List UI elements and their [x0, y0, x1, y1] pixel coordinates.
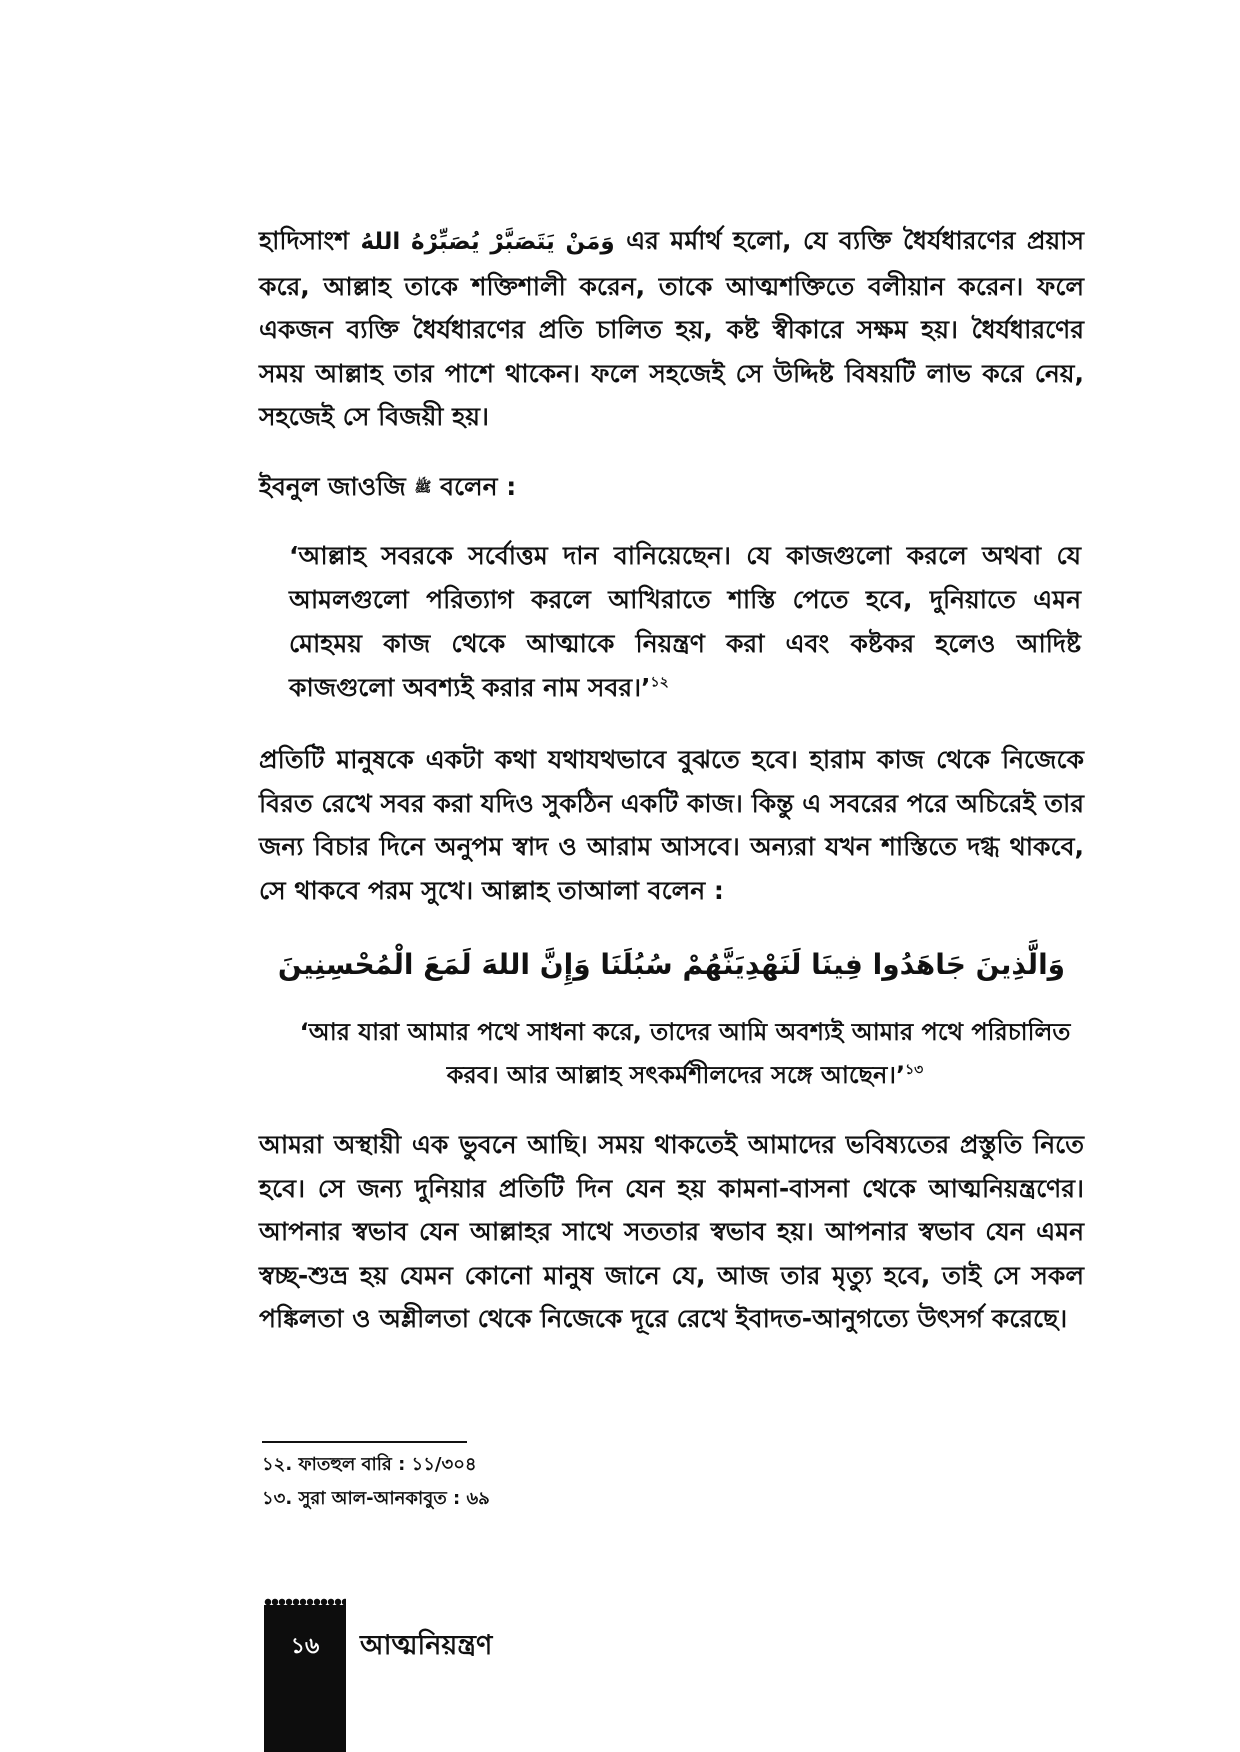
- footnote-12: ১২. ফাতহুল বারি : ১১/৩০৪: [262, 1454, 477, 1475]
- verse-translation-text: ‘আর যারা আমার পথে সাধনা করে, তাদের আমি অবশ্যই আমার পথে পরিচালিত করব। আর আল্লাহ সৎকর্মশীলদের সঙ্গে আছেন।’: [299, 1018, 1071, 1089]
- speaker-verb: বলেন :: [440, 472, 517, 501]
- paragraph-sabr: প্রতিটি মানুষকে একটা কথা যথাযথভাবে বুঝতে হবে। হারাম কাজ থেকে নিজেকে বিরত রেখে সবর করা যদিও সুকঠিন একটি কাজ। কিন্তু এ সবরের পরে অচিরেই তার জন্য বিচার দিনে অনুপম স্বাদ ও আরাম আসবে। অন্যরা যখন শাস্তিতে দগ্ধ থাকবে, সে থাকবে পরম সুখে। আল্লাহ তাআলা বলেন :: [259, 745, 1084, 905]
- footnotes: [262, 1448, 862, 1516]
- footnote-divider: [262, 1441, 467, 1443]
- arabic-verse: وَالَّذِينَ جَاهَدُوا فِينَا لَنَهْدِيَنَّهُمْ سُبُلَنَا وَإِنَّ اللهَ لَمَعَ الْمُحْسِنِينَ: [277, 948, 1066, 981]
- quote-ibn-jawzi: [289, 534, 1081, 710]
- footnote-ref-13: ১৩: [905, 1062, 924, 1078]
- footnote-ref-12: ১২: [650, 674, 669, 691]
- running-title: আত্মনিয়ন্ত্রণ: [360, 1630, 493, 1661]
- page-number-tab: [264, 1605, 346, 1752]
- quote-text: ‘আল্লাহ সবরকে সর্বোত্তম দান বানিয়েছেন। যে কাজগুলো করলে অথবা যে আমলগুলো পরিত্যাগ করলে আখিরাতে শাস্তি পেতে হবে, দুনিয়াতে এমন মোহময় কাজ থেকে আত্মাকে নিয়ন্ত্রণ করা এবং কষ্টকর হলেও আদিষ্ট কাজগুলো অবশ্যই করার নাম সবর।’: [289, 541, 1081, 702]
- footnote-13: ১৩. সুরা আল-আনকাবুত : ৬৯: [262, 1488, 490, 1509]
- paragraph-lead: হাদিসাংশ: [259, 226, 349, 255]
- paragraph-body: এর মর্মার্থ হলো, যে ব্যক্তি ধৈর্যধারণের প্রয়াস করে, আল্লাহ তাকে শক্তিশালী করেন, তাকে আত্মশক্তিতে বলীয়ান করেন। ফলে একজন ব্যক্তি ধৈর্যধারণের প্রতি চালিত হয়, কষ্ট স্বীকারে সক্ষম হয়। ধৈর্যধারণের সময় আল্লাহ তার পাশে থাকেন। ফলে সহজেই সে উদ্দিষ্ট বিষয়টি লাভ করে নেয়, সহজেই সে বিজয়ী হয়।: [259, 226, 1084, 431]
- honorific-icon: ﷺ: [414, 479, 432, 496]
- paragraph-hadith-explanation: [259, 219, 1084, 439]
- paragraph-self-control: আমরা অস্থায়ী এক ভুবনে আছি। সময় থাকতেই আমাদের ভবিষ্যতের প্রস্তুতি নিতে হবে। সে জন্য দুনিয়ার প্রতিটি দিন যেন হয় কামনা-বাসনা থেকে আত্মনিয়ন্ত্রণের। আপনার স্বভাব যেন আল্লাহর সাথে সততার স্বভাব হয়। আপনার স্বভাব যেন এমন স্বচ্ছ-শুভ্র হয় যেমন কোনো মানুষ জানে যে, আজ তার মৃত্যু হবে, তাই সে সকল পঙ্কিলতা ও অশ্লীলতা থেকে নিজেকে দূরে রেখে ইবাদত-আনুগত্যে উৎসর্গ করেছে।: [259, 1130, 1084, 1333]
- inline-arabic-hadith: وَمَنْ يَتَصَبَّرْ يُصَبِّرْهُ اللهُ: [360, 229, 615, 255]
- page-number: ১৬: [290, 1634, 320, 1659]
- speaker-name: ইবনুল জাওজি: [259, 472, 406, 501]
- speaker-line: [259, 465, 1084, 510]
- verse-translation: [290, 1011, 1080, 1097]
